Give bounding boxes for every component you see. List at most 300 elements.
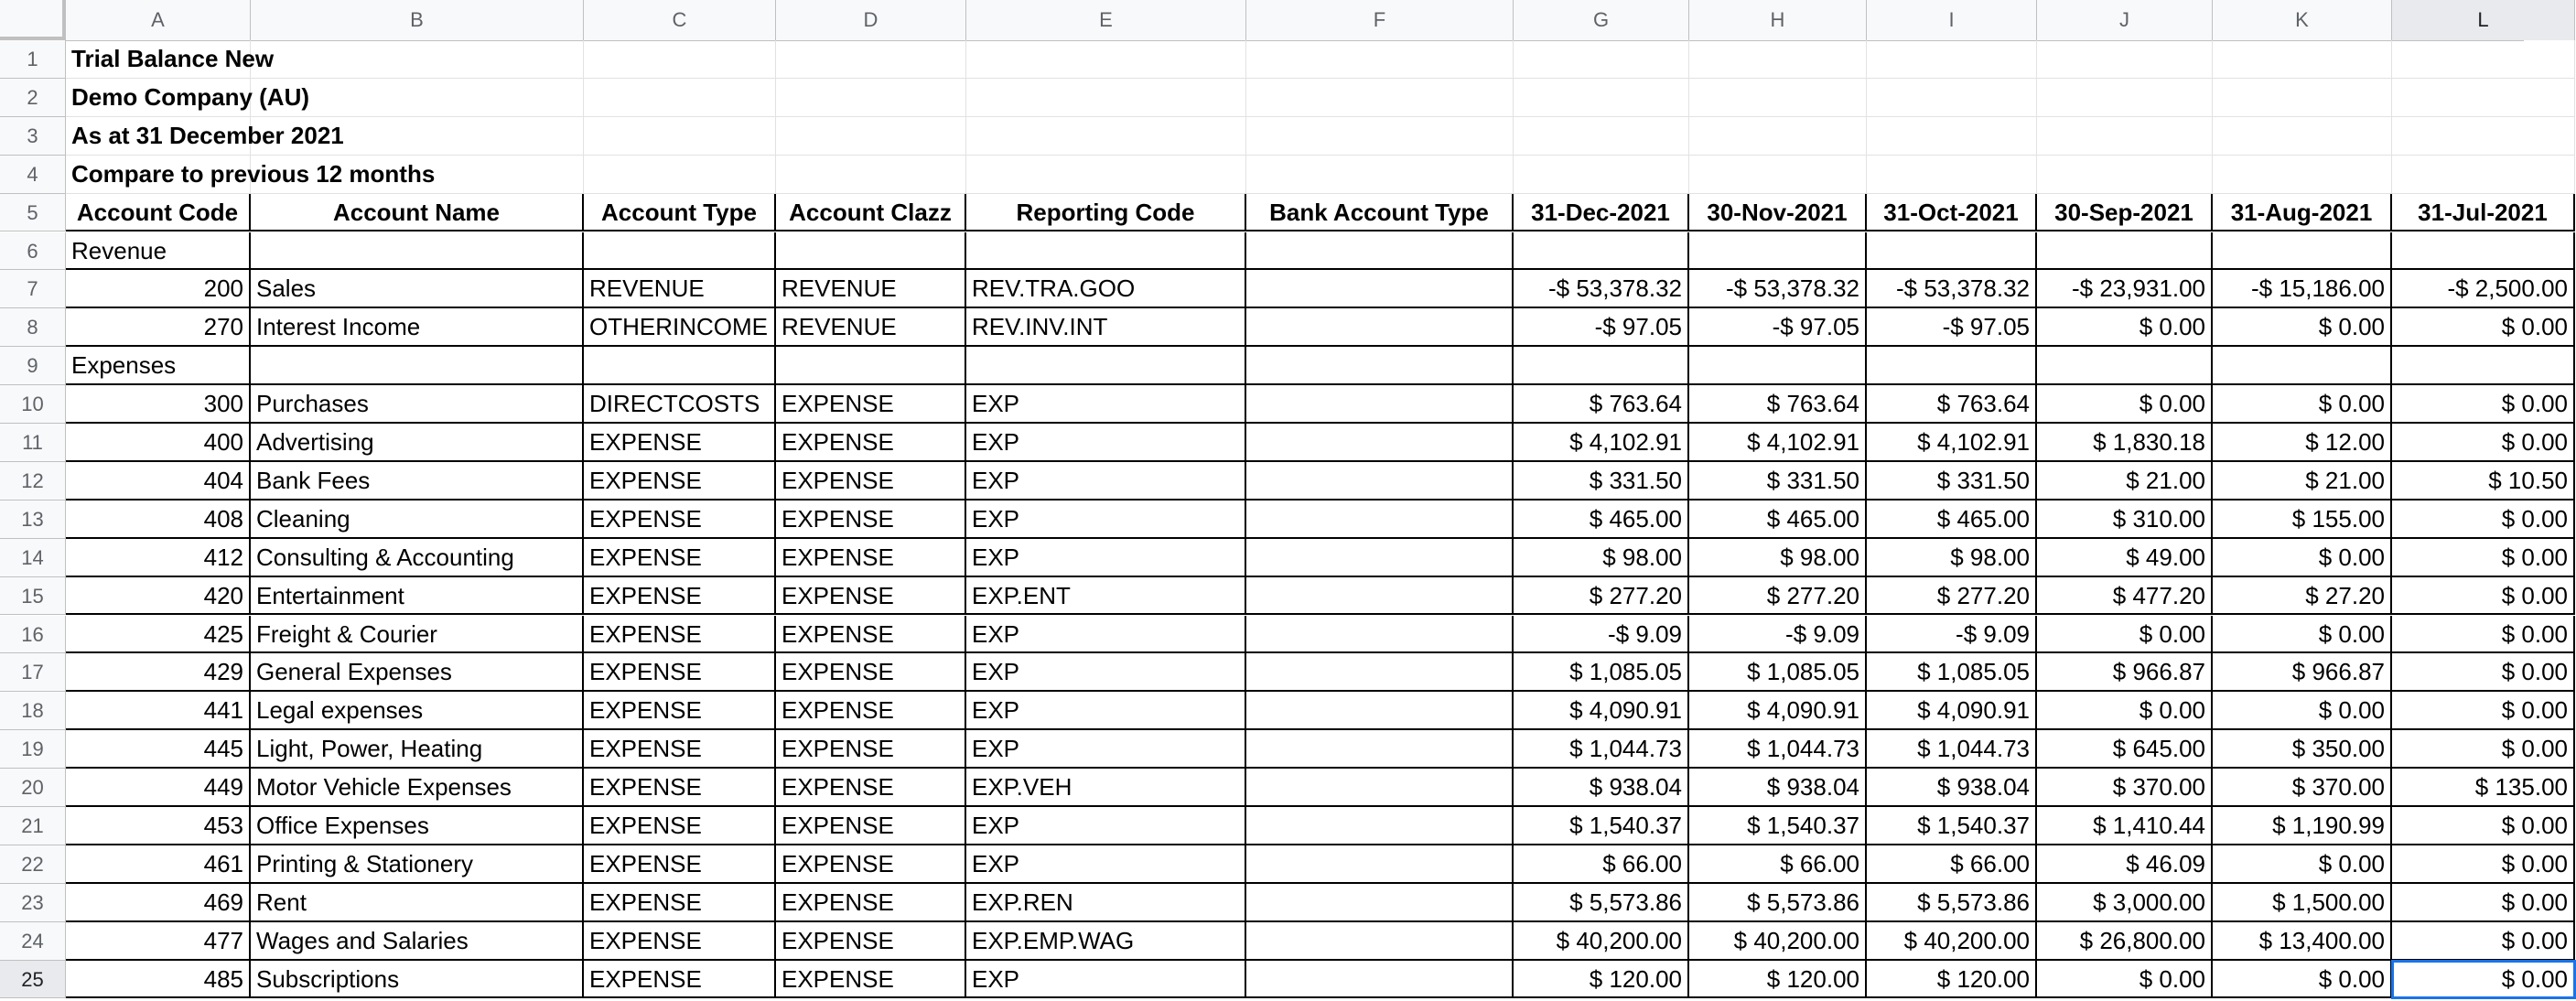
amount-cell[interactable]: -$ 9.09 <box>1867 616 2037 654</box>
amount-cell[interactable]: $ 3,000.00 <box>2037 884 2213 922</box>
cell-bg-f9 <box>1246 347 1514 385</box>
table-cell[interactable]: EXPENSE <box>584 692 776 730</box>
amount-cell[interactable]: -$ 97.05 <box>1689 308 1867 347</box>
row-header-15[interactable]: 15 <box>0 577 66 616</box>
amount-cell[interactable]: -$ 23,931.00 <box>2037 270 2213 308</box>
account-code-cell[interactable]: 441 <box>66 692 251 730</box>
table-cell[interactable]: EXP <box>966 616 1246 654</box>
amount-cell[interactable]: $ 49.00 <box>2037 539 2213 577</box>
account-code-cell[interactable]: 300 <box>66 385 251 424</box>
table-cell[interactable]: REV.TRA.GOO <box>966 270 1246 308</box>
amount-cell[interactable]: $ 0.00 <box>2392 730 2575 769</box>
account-code-cell[interactable]: 453 <box>66 807 251 845</box>
cell-bg-l2 <box>2392 79 2575 117</box>
amount-cell[interactable]: $ 4,090.91 <box>1514 692 1689 730</box>
amount-cell[interactable]: $ 1,540.37 <box>1867 807 2037 845</box>
row-header-16[interactable]: 16 <box>0 616 66 654</box>
amount-cell[interactable]: $ 4,102.91 <box>1689 424 1867 462</box>
table-cell[interactable]: EXP <box>966 653 1246 692</box>
cell-bg-l1 <box>2392 40 2575 79</box>
table-cell[interactable] <box>1246 884 1514 922</box>
account-code-cell[interactable]: 200 <box>66 270 251 308</box>
amount-cell[interactable]: $ 938.04 <box>1514 769 1689 807</box>
amount-cell[interactable]: $ 40,200.00 <box>1867 922 2037 961</box>
table-cell[interactable]: EXPENSE <box>776 653 966 692</box>
table-cell[interactable] <box>1246 922 1514 961</box>
amount-cell[interactable]: $ 0.00 <box>2392 653 2575 692</box>
row-header-2[interactable]: 2 <box>0 79 66 117</box>
report-title-line-1[interactable]: Trial Balance New <box>71 45 275 72</box>
table-cell[interactable]: EXPENSE <box>776 730 966 769</box>
table-cell[interactable] <box>1246 616 1514 654</box>
amount-cell[interactable]: -$ 15,186.00 <box>2213 270 2392 308</box>
cell-bg-f3 <box>1246 117 1514 156</box>
amount-cell[interactable]: $ 1,540.37 <box>1514 807 1689 845</box>
amount-cell[interactable]: $ 98.00 <box>1514 539 1689 577</box>
table-cell[interactable]: EXPENSE <box>584 922 776 961</box>
amount-cell[interactable]: $ 350.00 <box>2213 730 2392 769</box>
amount-cell[interactable]: $ 465.00 <box>1867 500 2037 539</box>
account-code-cell[interactable]: 485 <box>66 961 251 999</box>
amount-cell[interactable]: $ 0.00 <box>2213 385 2392 424</box>
table-cell[interactable]: EXPENSE <box>776 616 966 654</box>
amount-cell[interactable]: $ 4,102.91 <box>1867 424 2037 462</box>
header-31-aug-2021[interactable]: 31-Aug-2021 <box>2213 194 2392 232</box>
table-cell[interactable]: EXPENSE <box>584 730 776 769</box>
amount-cell[interactable]: $ 120.00 <box>1867 961 2037 999</box>
account-name-cell[interactable]: Cleaning <box>251 500 584 539</box>
table-cell[interactable]: EXPENSE <box>584 462 776 500</box>
row-header-25[interactable]: 25 <box>0 961 66 999</box>
amount-cell[interactable]: $ 0.00 <box>2392 692 2575 730</box>
account-code-cell[interactable]: 408 <box>66 500 251 539</box>
cell-bg-e2 <box>966 79 1246 117</box>
account-code-cell[interactable]: 404 <box>66 462 251 500</box>
amount-cell[interactable]: $ 0.00 <box>2392 385 2575 424</box>
amount-cell[interactable]: $ 1,830.18 <box>2037 424 2213 462</box>
header-account-code[interactable]: Account Code <box>66 194 251 232</box>
header-account-type[interactable]: Account Type <box>584 194 776 232</box>
row-header-10[interactable]: 10 <box>0 385 66 424</box>
amount-cell[interactable]: $ 0.00 <box>2213 308 2392 347</box>
amount-cell[interactable]: $ 27.20 <box>2213 577 2392 616</box>
amount-cell[interactable]: $ 0.00 <box>2213 539 2392 577</box>
amount-cell[interactable]: -$ 9.09 <box>1689 616 1867 654</box>
account-code-cell[interactable]: 420 <box>66 577 251 616</box>
amount-cell[interactable]: $ 0.00 <box>2392 616 2575 654</box>
row-header-12[interactable]: 12 <box>0 462 66 500</box>
amount-cell[interactable]: $ 0.00 <box>2037 308 2213 347</box>
table-cell[interactable]: EXPENSE <box>584 653 776 692</box>
row-header-5[interactable]: 5 <box>0 194 66 232</box>
table-cell[interactable] <box>1246 845 1514 884</box>
row-header-7[interactable]: 7 <box>0 270 66 308</box>
table-cell[interactable] <box>1246 424 1514 462</box>
account-code-cell[interactable]: 469 <box>66 884 251 922</box>
row-header-8[interactable]: 8 <box>0 308 66 347</box>
table-cell[interactable]: EXPENSE <box>776 845 966 884</box>
row-header-22[interactable]: 22 <box>0 845 66 884</box>
row-header-17[interactable]: 17 <box>0 653 66 692</box>
cell-bg-k3 <box>2213 117 2392 156</box>
amount-cell[interactable]: $ 46.09 <box>2037 845 2213 884</box>
table-cell[interactable]: EXPENSE <box>584 884 776 922</box>
row-header-14[interactable]: 14 <box>0 539 66 577</box>
table-cell[interactable]: EXPENSE <box>776 807 966 845</box>
amount-cell[interactable]: $ 938.04 <box>1867 769 2037 807</box>
table-cell[interactable]: EXP.ENT <box>966 577 1246 616</box>
amount-cell[interactable]: $ 0.00 <box>2213 616 2392 654</box>
account-name-cell[interactable]: Freight & Courier <box>251 616 584 654</box>
table-cell[interactable]: EXPENSE <box>584 500 776 539</box>
amount-cell[interactable]: $ 0.00 <box>2392 577 2575 616</box>
table-cell[interactable] <box>1246 270 1514 308</box>
cell-bg-b9 <box>251 347 584 385</box>
cell-bg-c6 <box>584 232 776 271</box>
table-cell[interactable]: EXPENSE <box>776 577 966 616</box>
table-cell[interactable] <box>1246 769 1514 807</box>
amount-cell[interactable]: $ 40,200.00 <box>1689 922 1867 961</box>
amount-cell[interactable]: $ 966.87 <box>2213 653 2392 692</box>
cell-bg-h1 <box>1689 40 1867 79</box>
account-name-cell[interactable]: Sales <box>251 270 584 308</box>
amount-cell[interactable]: $ 0.00 <box>2392 922 2575 961</box>
table-cell[interactable]: EXPENSE <box>584 769 776 807</box>
amount-cell[interactable]: $ 1,190.99 <box>2213 807 2392 845</box>
table-cell[interactable]: EXPENSE <box>776 500 966 539</box>
amount-cell[interactable]: $ 26,800.00 <box>2037 922 2213 961</box>
column-header-i[interactable]: I <box>1867 0 2037 40</box>
amount-cell[interactable]: $ 465.00 <box>1514 500 1689 539</box>
table-cell[interactable]: DIRECTCOSTS <box>584 385 776 424</box>
amount-cell[interactable]: $ 12.00 <box>2213 424 2392 462</box>
row-header-13[interactable]: 13 <box>0 500 66 539</box>
row-header-23[interactable]: 23 <box>0 884 66 922</box>
amount-cell[interactable]: $ 40,200.00 <box>1514 922 1689 961</box>
account-name-cell[interactable]: Bank Fees <box>251 462 584 500</box>
amount-cell[interactable]: $ 763.64 <box>1514 385 1689 424</box>
table-cell[interactable]: EXP <box>966 462 1246 500</box>
table-cell[interactable] <box>1246 539 1514 577</box>
cell-bg-j3 <box>2037 117 2213 156</box>
amount-cell[interactable]: -$ 9.09 <box>1514 616 1689 654</box>
table-cell[interactable]: EXPENSE <box>776 385 966 424</box>
table-cell[interactable]: EXPENSE <box>584 845 776 884</box>
amount-cell[interactable]: $ 1,410.44 <box>2037 807 2213 845</box>
cell-bg-f2 <box>1246 79 1514 117</box>
row-header-4[interactable]: 4 <box>0 156 66 194</box>
account-code-cell[interactable]: 429 <box>66 653 251 692</box>
table-cell[interactable] <box>1246 653 1514 692</box>
table-cell[interactable] <box>1246 730 1514 769</box>
amount-cell[interactable]: $ 966.87 <box>2037 653 2213 692</box>
amount-cell[interactable]: $ 4,102.91 <box>1514 424 1689 462</box>
table-cell[interactable]: EXP <box>966 845 1246 884</box>
account-name-cell[interactable]: Entertainment <box>251 577 584 616</box>
row-header-3[interactable]: 3 <box>0 117 66 156</box>
header-30-sep-2021[interactable]: 30-Sep-2021 <box>2037 194 2213 232</box>
cell-bg-e1 <box>966 40 1246 79</box>
report-title-line-4[interactable]: Compare to previous 12 months <box>71 159 436 188</box>
table-cell[interactable]: EXP.VEH <box>966 769 1246 807</box>
amount-cell[interactable]: -$ 53,378.32 <box>1514 270 1689 308</box>
amount-cell[interactable]: $ 66.00 <box>1689 845 1867 884</box>
amount-cell[interactable]: $ 98.00 <box>1689 539 1867 577</box>
table-cell[interactable]: EXPENSE <box>584 961 776 999</box>
amount-cell[interactable]: $ 277.20 <box>1514 577 1689 616</box>
table-cell[interactable] <box>1246 462 1514 500</box>
cell-bg-k4 <box>2213 156 2392 194</box>
column-header-l[interactable]: L <box>2392 0 2575 40</box>
amount-cell[interactable]: $ 10.50 <box>2392 462 2575 500</box>
amount-cell[interactable]: -$ 53,378.32 <box>1689 270 1867 308</box>
row-header-1[interactable]: 1 <box>0 40 66 79</box>
amount-cell[interactable]: $ 0.00 <box>2392 500 2575 539</box>
amount-cell[interactable]: $ 5,573.86 <box>1689 884 1867 922</box>
amount-cell[interactable]: $ 370.00 <box>2037 769 2213 807</box>
amount-cell[interactable]: -$ 97.05 <box>1514 308 1689 347</box>
table-cell[interactable]: EXP <box>966 692 1246 730</box>
amount-cell[interactable]: $ 277.20 <box>1867 577 2037 616</box>
table-cell[interactable] <box>1246 692 1514 730</box>
account-name-cell[interactable]: Motor Vehicle Expenses <box>251 769 584 807</box>
amount-cell[interactable]: $ 331.50 <box>1867 462 2037 500</box>
cell-bg-g9 <box>1514 347 1689 385</box>
cell-bg-j2 <box>2037 79 2213 117</box>
account-name-cell[interactable]: Rent <box>251 884 584 922</box>
cell-bg-k1 <box>2213 40 2392 79</box>
table-cell[interactable]: EXPENSE <box>776 424 966 462</box>
amount-cell[interactable]: $ 13,400.00 <box>2213 922 2392 961</box>
cell-bg-g6 <box>1514 232 1689 271</box>
amount-cell[interactable]: $ 0.00 <box>2213 961 2392 999</box>
amount-cell[interactable]: $ 21.00 <box>2213 462 2392 500</box>
select-all-corner[interactable] <box>0 0 66 40</box>
account-code-cell[interactable]: 400 <box>66 424 251 462</box>
table-cell[interactable]: EXP.REN <box>966 884 1246 922</box>
row-header-18[interactable]: 18 <box>0 692 66 730</box>
table-cell[interactable]: EXPENSE <box>584 424 776 462</box>
row-header-24[interactable]: 24 <box>0 922 66 961</box>
amount-cell[interactable]: -$ 2,500.00 <box>2392 270 2575 308</box>
account-code-cell[interactable]: 425 <box>66 616 251 654</box>
amount-cell[interactable]: $ 0.00 <box>2392 961 2575 999</box>
account-code-cell[interactable]: 461 <box>66 845 251 884</box>
amount-cell[interactable]: $ 1,085.05 <box>1689 653 1867 692</box>
column-header-e[interactable]: E <box>966 0 1246 40</box>
table-cell[interactable]: EXPENSE <box>776 692 966 730</box>
account-name-cell[interactable]: Consulting & Accounting <box>251 539 584 577</box>
amount-cell[interactable]: $ 135.00 <box>2392 769 2575 807</box>
header-reporting-code[interactable]: Reporting Code <box>966 194 1246 232</box>
amount-cell[interactable]: $ 4,090.91 <box>1867 692 2037 730</box>
row-header-21[interactable]: 21 <box>0 807 66 845</box>
header-account-name[interactable]: Account Name <box>251 194 584 232</box>
amount-cell[interactable]: $ 98.00 <box>1867 539 2037 577</box>
amount-cell[interactable]: $ 0.00 <box>2213 692 2392 730</box>
amount-cell[interactable]: -$ 97.05 <box>1867 308 2037 347</box>
amount-cell[interactable]: $ 1,085.05 <box>1867 653 2037 692</box>
amount-cell[interactable]: $ 0.00 <box>2392 845 2575 884</box>
cell-bg-g2 <box>1514 79 1689 117</box>
amount-cell[interactable]: $ 120.00 <box>1689 961 1867 999</box>
amount-cell[interactable]: $ 331.50 <box>1514 462 1689 500</box>
account-name-cell[interactable]: Subscriptions <box>251 961 584 999</box>
row-header-6[interactable]: 6 <box>0 232 66 271</box>
amount-cell[interactable]: $ 763.64 <box>1867 385 2037 424</box>
amount-cell[interactable]: $ 370.00 <box>2213 769 2392 807</box>
account-name-cell[interactable]: Advertising <box>251 424 584 462</box>
section-label-revenue[interactable]: Revenue <box>66 232 251 271</box>
table-cell[interactable]: EXP.EMP.WAG <box>966 922 1246 961</box>
account-name-cell[interactable]: Printing & Stationery <box>251 845 584 884</box>
amount-cell[interactable]: -$ 53,378.32 <box>1867 270 2037 308</box>
account-name-cell[interactable]: Interest Income <box>251 308 584 347</box>
amount-cell[interactable]: $ 0.00 <box>2392 539 2575 577</box>
header-account-clazz[interactable]: Account Clazz <box>776 194 966 232</box>
row-header-19[interactable]: 19 <box>0 730 66 769</box>
amount-cell[interactable]: $ 0.00 <box>2392 884 2575 922</box>
column-header-f[interactable]: F <box>1246 0 1514 40</box>
amount-cell[interactable]: $ 1,540.37 <box>1689 807 1867 845</box>
amount-cell[interactable]: $ 0.00 <box>2037 692 2213 730</box>
header-bank-account-type[interactable]: Bank Account Type <box>1246 194 1514 232</box>
amount-cell[interactable]: $ 1,044.73 <box>1689 730 1867 769</box>
cell-bg-h3 <box>1689 117 1867 156</box>
account-name-cell[interactable]: Legal expenses <box>251 692 584 730</box>
account-name-cell[interactable]: General Expenses <box>251 653 584 692</box>
amount-cell[interactable]: $ 645.00 <box>2037 730 2213 769</box>
amount-cell[interactable]: $ 0.00 <box>2037 961 2213 999</box>
table-cell[interactable]: EXP <box>966 424 1246 462</box>
table-cell[interactable]: EXPENSE <box>584 577 776 616</box>
amount-cell[interactable]: $ 0.00 <box>2037 385 2213 424</box>
header-31-oct-2021[interactable]: 31-Oct-2021 <box>1867 194 2037 232</box>
table-cell[interactable]: REVENUE <box>776 308 966 347</box>
account-name-cell[interactable]: Wages and Salaries <box>251 922 584 961</box>
table-cell[interactable]: REV.INV.INT <box>966 308 1246 347</box>
row-header-9[interactable]: 9 <box>0 347 66 385</box>
column-header-h[interactable]: H <box>1689 0 1867 40</box>
column-header-a[interactable]: A <box>66 0 251 40</box>
amount-cell[interactable]: $ 331.50 <box>1689 462 1867 500</box>
amount-cell[interactable]: $ 1,085.05 <box>1514 653 1689 692</box>
row-header-11[interactable]: 11 <box>0 424 66 462</box>
table-cell[interactable]: EXP <box>966 730 1246 769</box>
cell-bg-d4 <box>776 156 966 194</box>
table-cell[interactable] <box>1246 308 1514 347</box>
account-name-cell[interactable]: Light, Power, Heating <box>251 730 584 769</box>
table-cell[interactable] <box>1246 961 1514 999</box>
table-cell[interactable]: EXP <box>966 500 1246 539</box>
column-header-k[interactable]: K <box>2213 0 2392 40</box>
table-cell[interactable]: REVENUE <box>584 270 776 308</box>
amount-cell[interactable]: $ 155.00 <box>2213 500 2392 539</box>
amount-cell[interactable]: $ 277.20 <box>1689 577 1867 616</box>
table-cell[interactable] <box>1246 577 1514 616</box>
table-cell[interactable] <box>1246 385 1514 424</box>
account-code-cell[interactable]: 449 <box>66 769 251 807</box>
column-header-j[interactable]: J <box>2037 0 2213 40</box>
report-title-line-2[interactable]: Demo Company (AU) <box>71 82 310 111</box>
column-header-g[interactable]: G <box>1514 0 1689 40</box>
column-header-d[interactable]: D <box>776 0 966 40</box>
amount-cell[interactable]: $ 1,044.73 <box>1867 730 2037 769</box>
header-31-dec-2021[interactable]: 31-Dec-2021 <box>1514 194 1689 232</box>
amount-cell[interactable]: $ 477.20 <box>2037 577 2213 616</box>
account-code-cell[interactable]: 477 <box>66 922 251 961</box>
account-code-cell[interactable]: 270 <box>66 308 251 347</box>
table-cell[interactable]: EXP <box>966 961 1246 999</box>
header-30-nov-2021[interactable]: 30-Nov-2021 <box>1689 194 1867 232</box>
cell-bg-l6 <box>2392 232 2575 271</box>
amount-cell[interactable]: $ 1,500.00 <box>2213 884 2392 922</box>
table-cell[interactable]: EXPENSE <box>776 884 966 922</box>
amount-cell[interactable]: $ 5,573.86 <box>1514 884 1689 922</box>
section-label-expenses[interactable]: Expenses <box>66 347 251 385</box>
table-cell[interactable]: EXPENSE <box>584 616 776 654</box>
amount-cell[interactable]: $ 0.00 <box>2392 308 2575 347</box>
table-cell[interactable]: REVENUE <box>776 270 966 308</box>
cell-bg-l4 <box>2392 156 2575 194</box>
table-cell[interactable]: EXP <box>966 807 1246 845</box>
column-header-b[interactable]: B <box>251 0 584 40</box>
amount-cell[interactable]: $ 5,573.86 <box>1867 884 2037 922</box>
amount-cell[interactable]: $ 310.00 <box>2037 500 2213 539</box>
table-cell[interactable]: EXPENSE <box>776 462 966 500</box>
cell-bg-d6 <box>776 232 966 271</box>
table-cell[interactable]: EXPENSE <box>776 769 966 807</box>
account-code-cell[interactable]: 445 <box>66 730 251 769</box>
cell-bg-g1 <box>1514 40 1689 79</box>
amount-cell[interactable]: $ 465.00 <box>1689 500 1867 539</box>
account-code-cell[interactable]: 412 <box>66 539 251 577</box>
table-cell[interactable]: EXPENSE <box>584 807 776 845</box>
table-cell[interactable] <box>1246 807 1514 845</box>
amount-cell[interactable]: $ 0.00 <box>2392 807 2575 845</box>
table-cell[interactable]: OTHERINCOME <box>584 308 776 347</box>
cell-bg-e6 <box>966 232 1246 271</box>
table-cell[interactable]: EXPENSE <box>584 539 776 577</box>
cell-bg-k6 <box>2213 232 2392 271</box>
table-cell[interactable] <box>1246 500 1514 539</box>
table-cell[interactable]: EXP <box>966 385 1246 424</box>
cell-bg-h4 <box>1689 156 1867 194</box>
amount-cell[interactable]: $ 4,090.91 <box>1689 692 1867 730</box>
table-cell[interactable]: EXPENSE <box>776 961 966 999</box>
amount-cell[interactable]: $ 21.00 <box>2037 462 2213 500</box>
table-cell[interactable]: EXPENSE <box>776 922 966 961</box>
amount-cell[interactable]: $ 938.04 <box>1689 769 1867 807</box>
amount-cell[interactable]: $ 763.64 <box>1689 385 1867 424</box>
cell-bg-l3 <box>2392 117 2575 156</box>
amount-cell[interactable]: $ 66.00 <box>1867 845 2037 884</box>
amount-cell[interactable]: $ 0.00 <box>2213 845 2392 884</box>
amount-cell[interactable]: $ 120.00 <box>1514 961 1689 999</box>
amount-cell[interactable]: $ 0.00 <box>2037 616 2213 654</box>
table-cell[interactable]: EXPENSE <box>776 539 966 577</box>
amount-cell[interactable]: $ 0.00 <box>2392 424 2575 462</box>
header-31-jul-2021[interactable]: 31-Jul-2021 <box>2392 194 2575 232</box>
column-header-c[interactable]: C <box>584 0 776 40</box>
amount-cell[interactable]: $ 66.00 <box>1514 845 1689 884</box>
table-cell[interactable]: EXP <box>966 539 1246 577</box>
account-name-cell[interactable]: Office Expenses <box>251 807 584 845</box>
report-title-line-3[interactable]: As at 31 December 2021 <box>71 121 344 149</box>
row-header-20[interactable]: 20 <box>0 769 66 807</box>
account-name-cell[interactable]: Purchases <box>251 385 584 424</box>
amount-cell[interactable]: $ 1,044.73 <box>1514 730 1689 769</box>
